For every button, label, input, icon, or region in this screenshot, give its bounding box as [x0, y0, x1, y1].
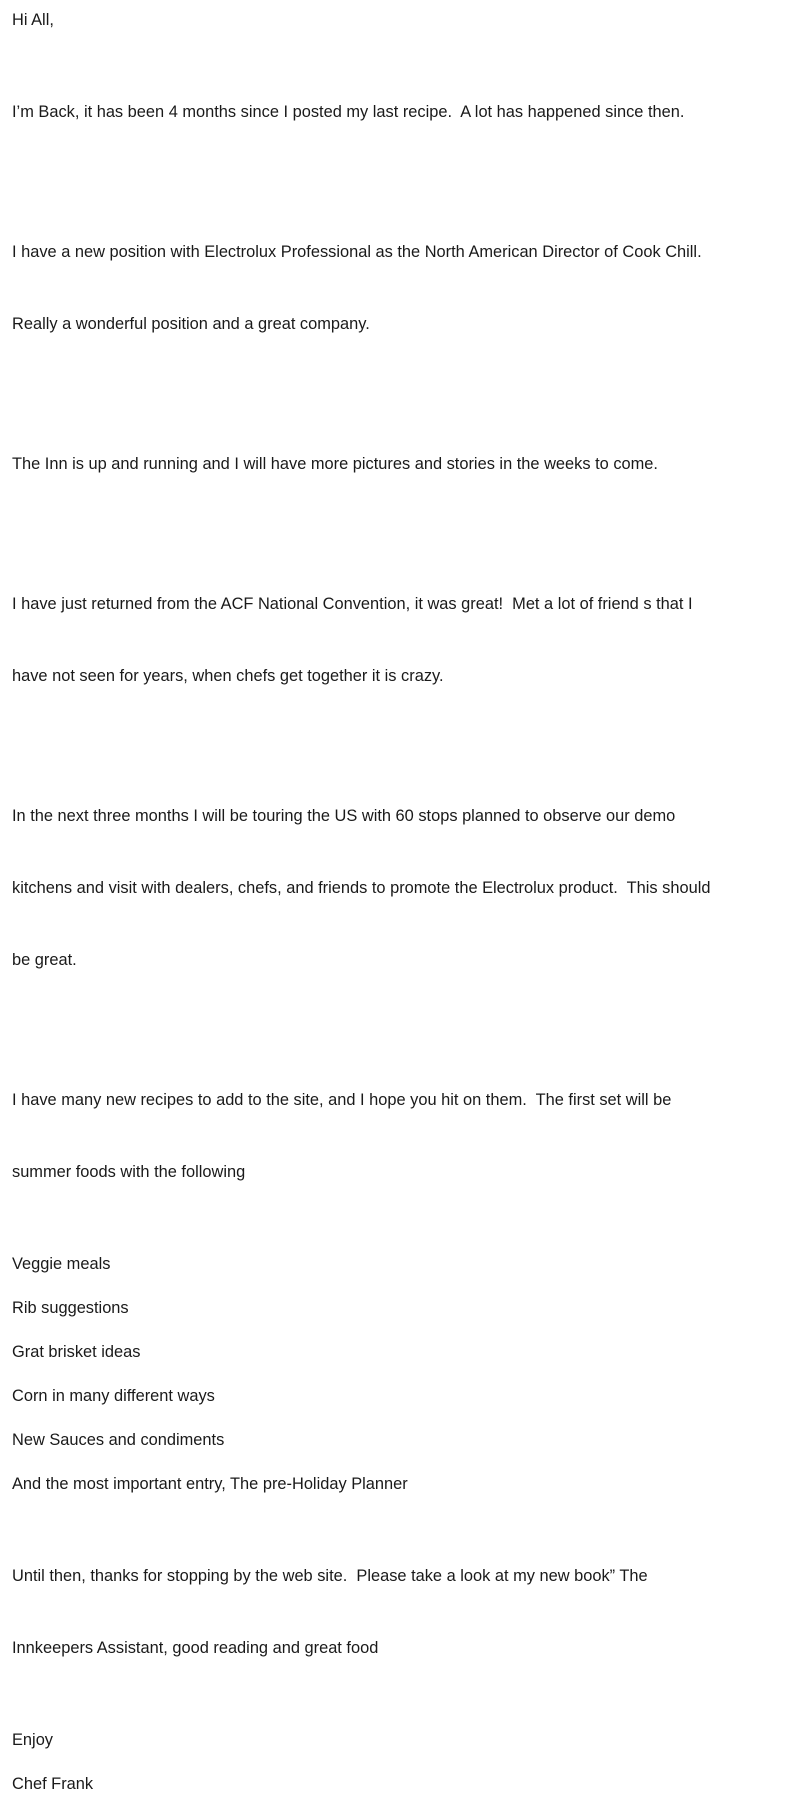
paragraph-line: I have many new recipes to add to the site, and I hope you hit on them. The first set will be: [12, 1091, 672, 1109]
paragraph-inn: [12, 404, 797, 524]
paragraph-recipes: [12, 1040, 797, 1232]
topic-item: Grat brisket ideas: [12, 1343, 141, 1361]
paragraph-closing: [12, 1516, 797, 1708]
paragraph-line: Really a wonderful position and a great company.: [12, 315, 370, 333]
topic-item: New Sauces and condiments: [12, 1431, 225, 1449]
paragraph-line: The Inn is up and running and I will have more pictures and stories in the weeks to come.: [12, 455, 658, 473]
paragraph-line: I have a new position with Electrolux Professional as the North American Director of Cook Chill.: [12, 243, 702, 261]
letter-body: [12, 8, 797, 1816]
topic-item: Veggie meals: [12, 1255, 111, 1273]
paragraph-line: kitchens and visit with dealers, chefs, and friends to promote the Electrolux product. This should: [12, 879, 711, 897]
topic-item: Rib suggestions: [12, 1299, 129, 1317]
paragraph-new-position: [12, 192, 797, 384]
paragraph-line: Until then, thanks for stopping by the web site. Please take a look at my new book” The: [12, 1567, 648, 1585]
paragraph-line: I have just returned from the ACF National Convention, it was great! Met a lot of friend s that I: [12, 595, 693, 613]
topic-item: Corn in many different ways: [12, 1387, 215, 1405]
paragraph-tour: [12, 756, 797, 1020]
signature: Chef Frank: [12, 1775, 94, 1793]
paragraph-line: summer foods with the following: [12, 1163, 246, 1181]
paragraph-line: Innkeepers Assistant, good reading and great food: [12, 1639, 379, 1657]
greeting: Hi All,: [12, 11, 54, 29]
paragraph-line: I’m Back, it has been 4 months since I posted my last recipe. A lot has happened since then.: [12, 103, 685, 121]
paragraph-line: In the next three months I will be touring the US with 60 stops planned to observe our demo: [12, 807, 676, 825]
paragraph-convention: [12, 544, 797, 736]
paragraph-line: have not seen for years, when chefs get together it is crazy.: [12, 667, 444, 685]
topic-item: And the most important entry, The pre-Holiday Planner: [12, 1475, 408, 1493]
paragraph-return: [12, 52, 797, 172]
signoff: Enjoy: [12, 1731, 54, 1749]
paragraph-line: be great.: [12, 951, 77, 969]
